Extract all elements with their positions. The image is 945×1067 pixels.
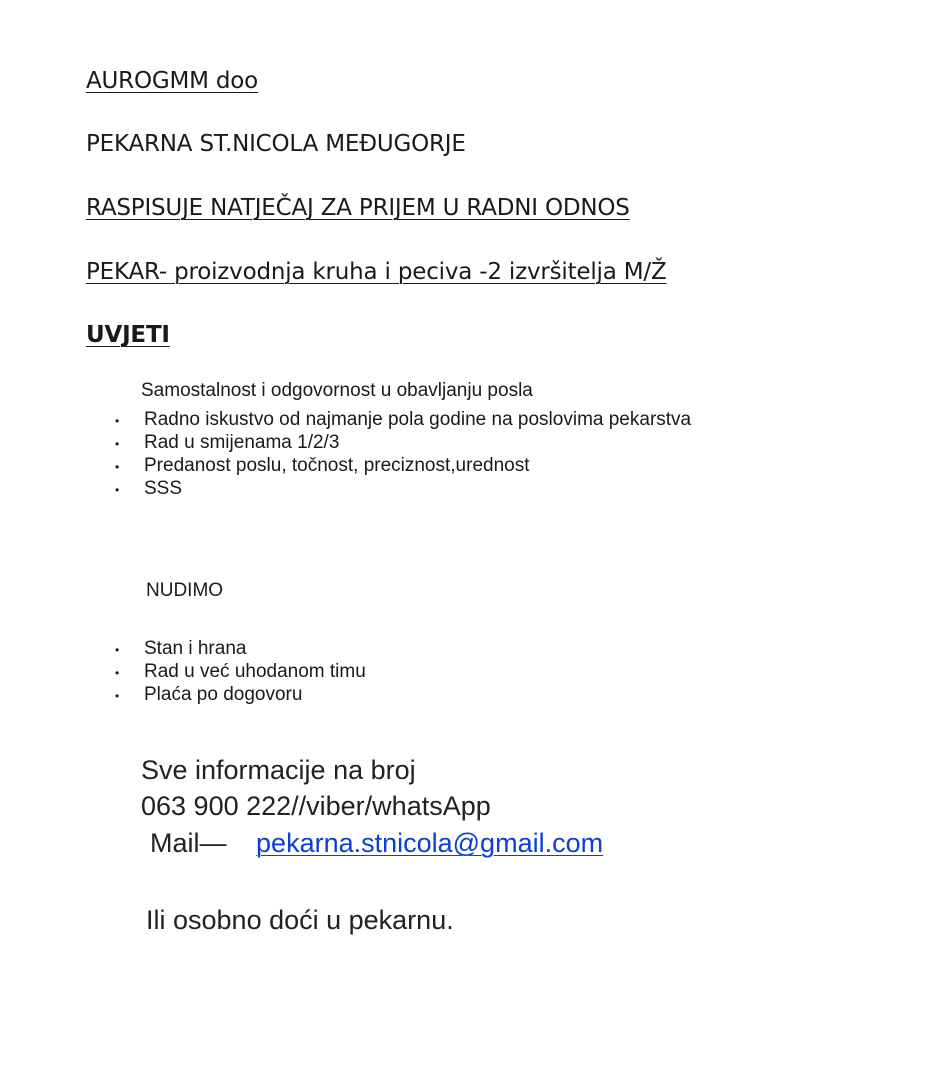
bullet-icon: • [115, 437, 120, 451]
contact-phone: 063 900 222//viber/whatsApp [141, 791, 491, 821]
conditions-title: UVJETI [86, 322, 170, 348]
list-item [115, 637, 840, 660]
list-item-text: Plaća po dogovoru [144, 684, 303, 705]
list-item-text: Rad u smijenama 1/2/3 [144, 432, 340, 453]
list-item-text: Radno iskustvo od najmanje pola godine na poslovima pekarstva [144, 409, 692, 430]
mail-label: Mail— [150, 828, 227, 858]
announcement-title: RASPISUJE NATJEČAJ ZA PRIJEM U RADNI ODNOS [86, 195, 630, 221]
offer-title: NUDIMO [146, 580, 224, 601]
email-link[interactable]: pekarna.stnicola@gmail.com [256, 828, 604, 858]
contact-intro: Sve informacije na broj [141, 755, 416, 785]
bullet-icon: • [115, 460, 120, 474]
closing-note: Ili osobno doći u pekarnu. [146, 905, 454, 935]
bullet-icon: • [115, 414, 120, 428]
list-item-text: Predanost poslu, točnost, preciznost,urednost [144, 455, 530, 476]
list-item-text: Stan i hrana [144, 638, 247, 659]
list-item [115, 408, 840, 431]
position-title: PEKAR- proizvodnja kruha i peciva -2 izvršitelja M/Ž [86, 259, 667, 285]
list-item [115, 683, 840, 706]
list-item-text: Rad u već uhodanom timu [144, 661, 366, 682]
offer-list [115, 637, 840, 706]
contact-mail-line [150, 828, 603, 859]
list-item [115, 477, 840, 500]
list-item [115, 660, 840, 683]
bullet-icon: • [115, 643, 120, 657]
bullet-icon: • [115, 666, 120, 680]
list-item [115, 454, 840, 477]
conditions-intro: Samostalnost i odgovornost u obavljanju posla [141, 380, 533, 401]
list-item-text: SSS [144, 478, 183, 499]
list-item [115, 431, 840, 454]
bullet-icon: • [115, 689, 120, 703]
company-name: AUROGMM doo [86, 68, 259, 94]
bakery-name: PEKARNA ST.NICOLA MEĐUGORJE [86, 131, 466, 157]
conditions-list [115, 408, 840, 500]
bullet-icon: • [115, 483, 120, 497]
